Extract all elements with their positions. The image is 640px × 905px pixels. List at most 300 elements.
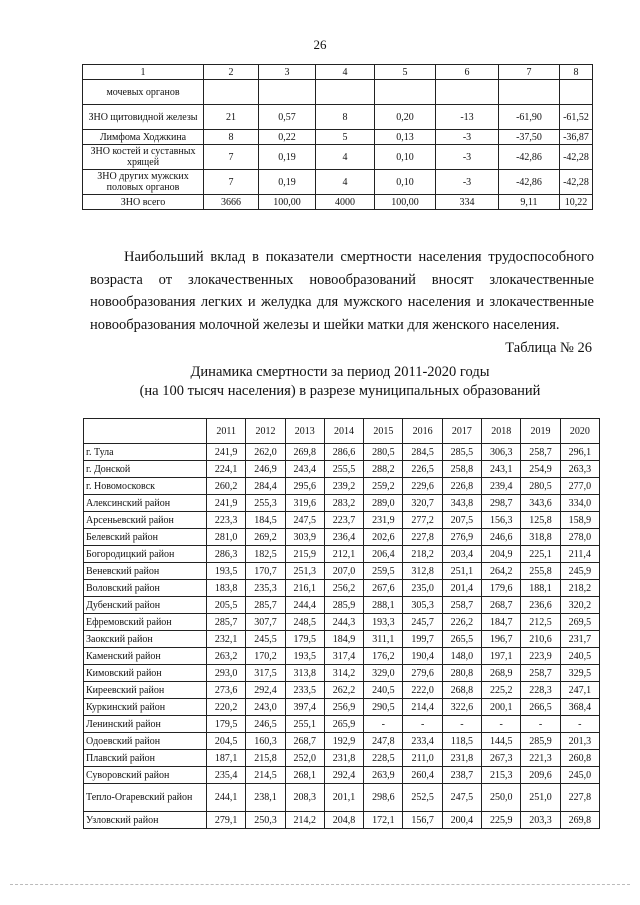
header-cell: 2 <box>204 65 259 80</box>
row-label-cell: ЗНО других мужских половых органов <box>83 170 204 195</box>
value-cell: 214,5 <box>246 767 285 784</box>
value-cell: 256,2 <box>324 580 363 597</box>
value-cell <box>436 80 499 105</box>
value-cell: 252,5 <box>403 784 442 812</box>
value-cell: 238,1 <box>246 784 285 812</box>
municipality-name-cell: Заокский район <box>84 631 207 648</box>
value-cell: 247,5 <box>285 512 324 529</box>
value-cell: 293,0 <box>207 665 246 682</box>
value-cell: 100,00 <box>375 195 436 210</box>
value-cell: 148,0 <box>442 648 481 665</box>
value-cell: 8 <box>204 130 259 145</box>
table-row <box>83 195 593 210</box>
value-cell: 3666 <box>204 195 259 210</box>
value-cell: 193,3 <box>364 614 403 631</box>
table-row <box>84 699 600 716</box>
value-cell: 255,5 <box>324 461 363 478</box>
value-cell: 224,1 <box>207 461 246 478</box>
table-row <box>84 716 600 733</box>
value-cell: -13 <box>436 105 499 130</box>
value-cell: 258,8 <box>442 461 481 478</box>
value-cell: 4 <box>316 145 375 170</box>
table-row <box>84 648 600 665</box>
value-cell: - <box>560 716 599 733</box>
value-cell: 263,2 <box>207 648 246 665</box>
header-cell: 5 <box>375 65 436 80</box>
value-cell: 156,7 <box>403 812 442 829</box>
value-cell: 179,6 <box>482 580 521 597</box>
value-cell: 259,5 <box>364 563 403 580</box>
value-cell: 160,3 <box>246 733 285 750</box>
table-row <box>84 767 600 784</box>
value-cell: 184,5 <box>246 512 285 529</box>
value-cell: 273,6 <box>207 682 246 699</box>
value-cell: 334,0 <box>560 495 599 512</box>
value-cell: 295,6 <box>285 478 324 495</box>
value-cell: 212,5 <box>521 614 560 631</box>
value-cell: 265,5 <box>442 631 481 648</box>
value-cell: 246,5 <box>246 716 285 733</box>
value-cell: 243,0 <box>246 699 285 716</box>
value-cell: 288,1 <box>364 597 403 614</box>
municipality-name-cell: Каменский район <box>84 648 207 665</box>
value-cell: 0,20 <box>375 105 436 130</box>
value-cell: 221,3 <box>521 750 560 767</box>
value-cell: 144,5 <box>482 733 521 750</box>
value-cell: 248,5 <box>285 614 324 631</box>
value-cell: 0,57 <box>259 105 316 130</box>
value-cell: 10,22 <box>560 195 593 210</box>
value-cell: 203,4 <box>442 546 481 563</box>
value-cell: 258,7 <box>442 597 481 614</box>
value-cell: 212,1 <box>324 546 363 563</box>
value-cell: 244,1 <box>207 784 246 812</box>
value-cell: 232,1 <box>207 631 246 648</box>
value-cell: 227,8 <box>403 529 442 546</box>
value-cell: 235,4 <box>207 767 246 784</box>
value-cell: 7 <box>204 145 259 170</box>
value-cell: 286,6 <box>324 444 363 461</box>
value-cell: - <box>442 716 481 733</box>
value-cell: 298,6 <box>364 784 403 812</box>
value-cell: 209,6 <box>521 767 560 784</box>
value-cell: 100,00 <box>259 195 316 210</box>
value-cell: 255,3 <box>246 495 285 512</box>
table-row <box>83 80 593 105</box>
value-cell: 329,5 <box>560 665 599 682</box>
value-cell: 285,9 <box>521 733 560 750</box>
value-cell: 260,8 <box>560 750 599 767</box>
value-cell: 281,0 <box>207 529 246 546</box>
value-cell: 0,10 <box>375 170 436 195</box>
value-cell: -3 <box>436 170 499 195</box>
value-cell: 179,5 <box>207 716 246 733</box>
value-cell: 268,9 <box>482 665 521 682</box>
value-cell: 240,5 <box>364 682 403 699</box>
header-cell: 8 <box>560 65 593 80</box>
value-cell: 190,4 <box>403 648 442 665</box>
value-cell: 246,9 <box>246 461 285 478</box>
value-cell: 125,8 <box>521 512 560 529</box>
municipality-name-cell: Ленинский район <box>84 716 207 733</box>
value-cell: 182,5 <box>246 546 285 563</box>
value-cell: 305,3 <box>403 597 442 614</box>
value-cell: 9,11 <box>499 195 560 210</box>
value-cell: 0,19 <box>259 170 316 195</box>
value-cell: 285,5 <box>442 444 481 461</box>
value-cell: 208,3 <box>285 784 324 812</box>
value-cell: 269,5 <box>560 614 599 631</box>
value-cell: 183,8 <box>207 580 246 597</box>
value-cell: 254,9 <box>521 461 560 478</box>
table-row <box>84 495 600 512</box>
value-cell: -42,86 <box>499 145 560 170</box>
table-row <box>84 614 600 631</box>
value-cell: 188,1 <box>521 580 560 597</box>
cancer-mortality-table <box>82 64 593 210</box>
municipality-name-cell: г. Донской <box>84 461 207 478</box>
value-cell: 317,5 <box>246 665 285 682</box>
row-label-cell: Лимфома Ходжкина <box>83 130 204 145</box>
header-cell: 6 <box>436 65 499 80</box>
value-cell: 247,5 <box>442 784 481 812</box>
value-cell: 244,4 <box>285 597 324 614</box>
value-cell: 268,7 <box>482 597 521 614</box>
value-cell: 228,5 <box>364 750 403 767</box>
value-cell: 192,9 <box>324 733 363 750</box>
value-cell: 255,8 <box>521 563 560 580</box>
value-cell: 193,5 <box>207 563 246 580</box>
table-row <box>84 563 600 580</box>
value-cell: 201,3 <box>560 733 599 750</box>
table-number: Таблица № 26 <box>505 340 592 356</box>
municipality-name-cell: Дубенский район <box>84 597 207 614</box>
value-cell: 207,5 <box>442 512 481 529</box>
value-cell: 203,3 <box>521 812 560 829</box>
table-title <box>80 363 600 401</box>
table-row <box>84 631 600 648</box>
table-row <box>84 444 600 461</box>
value-cell: 197,1 <box>482 648 521 665</box>
table-row <box>83 145 593 170</box>
value-cell: 264,2 <box>482 563 521 580</box>
municipality-name-cell: Плавский район <box>84 750 207 767</box>
value-cell: 204,8 <box>324 812 363 829</box>
table-row <box>84 784 600 812</box>
table-row <box>84 461 600 478</box>
value-cell: 210,6 <box>521 631 560 648</box>
value-cell: 278,0 <box>560 529 599 546</box>
header-cell: 7 <box>499 65 560 80</box>
value-cell: -3 <box>436 145 499 170</box>
value-cell: 280,8 <box>442 665 481 682</box>
value-cell: 263,9 <box>364 767 403 784</box>
municipality-name-cell: Алексинский район <box>84 495 207 512</box>
value-cell: 267,3 <box>482 750 521 767</box>
municipality-name-cell: Тепло-Огаревский район <box>84 784 207 812</box>
value-cell: 223,9 <box>521 648 560 665</box>
table-row <box>84 512 600 529</box>
value-cell: 334 <box>436 195 499 210</box>
value-cell: 202,6 <box>364 529 403 546</box>
value-cell: 201,4 <box>442 580 481 597</box>
municipality-name-cell: Богородицкий район <box>84 546 207 563</box>
value-cell: 225,1 <box>521 546 560 563</box>
value-cell: 288,2 <box>364 461 403 478</box>
value-cell: -3 <box>436 130 499 145</box>
row-label-cell: ЗНО костей и суставных хрящей <box>83 145 204 170</box>
value-cell <box>375 80 436 105</box>
value-cell: 226,8 <box>442 478 481 495</box>
municipality-name-cell: Ефремовский район <box>84 614 207 631</box>
year-header-cell: 2012 <box>246 419 285 444</box>
value-cell: 343,8 <box>442 495 481 512</box>
value-cell: 231,9 <box>364 512 403 529</box>
value-cell: 211,4 <box>560 546 599 563</box>
years-header-row <box>84 419 600 444</box>
municipality-name-cell: г. Тула <box>84 444 207 461</box>
value-cell: 235,0 <box>403 580 442 597</box>
value-cell: 227,8 <box>560 784 599 812</box>
value-cell: 233,5 <box>285 682 324 699</box>
value-cell: -61,90 <box>499 105 560 130</box>
municipality-name-cell: Веневский район <box>84 563 207 580</box>
year-header-cell: 2015 <box>364 419 403 444</box>
value-cell: 285,9 <box>324 597 363 614</box>
value-cell: 262,0 <box>246 444 285 461</box>
table-row <box>84 750 600 767</box>
table-row <box>84 580 600 597</box>
value-cell: 156,3 <box>482 512 521 529</box>
municipality-name-cell: Белевский район <box>84 529 207 546</box>
year-header-cell: 2016 <box>403 419 442 444</box>
table-row <box>83 105 593 130</box>
value-cell <box>560 80 593 105</box>
value-cell: 226,2 <box>442 614 481 631</box>
value-cell: - <box>521 716 560 733</box>
table-row <box>84 478 600 495</box>
value-cell: 172,1 <box>364 812 403 829</box>
value-cell: 244,3 <box>324 614 363 631</box>
value-cell: 250,3 <box>246 812 285 829</box>
value-cell: 0,22 <box>259 130 316 145</box>
value-cell: 187,1 <box>207 750 246 767</box>
value-cell: 218,2 <box>560 580 599 597</box>
value-cell: 200,1 <box>482 699 521 716</box>
value-cell: 245,0 <box>560 767 599 784</box>
value-cell: -42,86 <box>499 170 560 195</box>
value-cell: 225,9 <box>482 812 521 829</box>
value-cell: 231,8 <box>324 750 363 767</box>
value-cell: 170,2 <box>246 648 285 665</box>
value-cell: 266,5 <box>521 699 560 716</box>
table-row <box>83 170 593 195</box>
summary-paragraph: Наибольший вклад в показатели смертности населения трудоспособного возраста от злокачественных новообразований вносят злокачественные новообразования легких и желудка для мужского населения и злокачественные новообразования молочной железы и шейки матки для женского населения. <box>90 249 594 333</box>
value-cell <box>316 80 375 105</box>
value-cell: 235,3 <box>246 580 285 597</box>
value-cell: 280,5 <box>364 444 403 461</box>
value-cell: 292,4 <box>324 767 363 784</box>
value-cell: 259,2 <box>364 478 403 495</box>
row-label-cell: ЗНО всего <box>83 195 204 210</box>
value-cell: 276,9 <box>442 529 481 546</box>
header-cell: 4 <box>316 65 375 80</box>
value-cell: 229,6 <box>403 478 442 495</box>
value-cell: 5 <box>316 130 375 145</box>
value-cell: 284,5 <box>403 444 442 461</box>
value-cell: 207,0 <box>324 563 363 580</box>
value-cell: 246,6 <box>482 529 521 546</box>
municipality-name-cell: Узловский район <box>84 812 207 829</box>
value-cell: 290,5 <box>364 699 403 716</box>
value-cell: 247,8 <box>364 733 403 750</box>
municipality-name-cell: Арсеньевский район <box>84 512 207 529</box>
value-cell: 312,8 <box>403 563 442 580</box>
table-row <box>84 733 600 750</box>
table-row <box>84 812 600 829</box>
value-cell: 268,8 <box>442 682 481 699</box>
value-cell: 303,9 <box>285 529 324 546</box>
value-cell: 318,8 <box>521 529 560 546</box>
row-label-cell: ЗНО щитовидной железы <box>83 105 204 130</box>
value-cell: -61,52 <box>560 105 593 130</box>
value-cell: 8 <box>316 105 375 130</box>
value-cell: 286,3 <box>207 546 246 563</box>
value-cell: 307,7 <box>246 614 285 631</box>
value-cell: 267,6 <box>364 580 403 597</box>
value-cell: 239,2 <box>324 478 363 495</box>
value-cell: 313,8 <box>285 665 324 682</box>
value-cell: 179,5 <box>285 631 324 648</box>
value-cell: 260,4 <box>403 767 442 784</box>
value-cell: 260,2 <box>207 478 246 495</box>
value-cell: 251,0 <box>521 784 560 812</box>
value-cell: 222,0 <box>403 682 442 699</box>
value-cell: 314,2 <box>324 665 363 682</box>
value-cell: - <box>364 716 403 733</box>
value-cell <box>499 80 560 105</box>
value-cell: 283,2 <box>324 495 363 512</box>
value-cell: 0,13 <box>375 130 436 145</box>
row-label-cell: мочевых органов <box>83 80 204 105</box>
value-cell: 268,1 <box>285 767 324 784</box>
value-cell: 223,7 <box>324 512 363 529</box>
value-cell: 200,4 <box>442 812 481 829</box>
value-cell: 268,7 <box>285 733 324 750</box>
value-cell: -36,87 <box>560 130 593 145</box>
value-cell: 239,4 <box>482 478 521 495</box>
value-cell: 322,6 <box>442 699 481 716</box>
value-cell: 218,2 <box>403 546 442 563</box>
value-cell: 279,6 <box>403 665 442 682</box>
value-cell: 329,0 <box>364 665 403 682</box>
table-row <box>84 529 600 546</box>
value-cell: 265,9 <box>324 716 363 733</box>
value-cell: 216,1 <box>285 580 324 597</box>
value-cell: 263,3 <box>560 461 599 478</box>
value-cell: 397,4 <box>285 699 324 716</box>
value-cell: 251,1 <box>442 563 481 580</box>
value-cell: 211,0 <box>403 750 442 767</box>
value-cell: 238,7 <box>442 767 481 784</box>
value-cell: - <box>482 716 521 733</box>
value-cell: 21 <box>204 105 259 130</box>
value-cell: 184,9 <box>324 631 363 648</box>
municipality-name-cell: Куркинский район <box>84 699 207 716</box>
value-cell: 158,9 <box>560 512 599 529</box>
table-row <box>84 682 600 699</box>
value-cell: 269,8 <box>560 812 599 829</box>
value-cell: 233,4 <box>403 733 442 750</box>
value-cell: 258,7 <box>521 444 560 461</box>
value-cell <box>204 80 259 105</box>
value-cell: 193,5 <box>285 648 324 665</box>
value-cell: 250,0 <box>482 784 521 812</box>
value-cell: 206,4 <box>364 546 403 563</box>
value-cell: 201,1 <box>324 784 363 812</box>
municipality-name-cell: Одоевский район <box>84 733 207 750</box>
value-cell: 199,7 <box>403 631 442 648</box>
corner-cell <box>84 419 207 444</box>
value-cell: 184,7 <box>482 614 521 631</box>
value-cell: 251,3 <box>285 563 324 580</box>
value-cell: 284,4 <box>246 478 285 495</box>
value-cell: 258,7 <box>521 665 560 682</box>
value-cell: 7 <box>204 170 259 195</box>
value-cell: 255,1 <box>285 716 324 733</box>
page-bottom-edge <box>10 884 630 885</box>
value-cell: 269,8 <box>285 444 324 461</box>
value-cell: 285,7 <box>246 597 285 614</box>
value-cell: 215,9 <box>285 546 324 563</box>
value-cell: 320,2 <box>560 597 599 614</box>
value-cell: 220,2 <box>207 699 246 716</box>
value-cell: 262,2 <box>324 682 363 699</box>
municipality-name-cell: Суворовский район <box>84 767 207 784</box>
year-header-cell: 2020 <box>560 419 599 444</box>
value-cell: 214,2 <box>285 812 324 829</box>
value-cell: 243,1 <box>482 461 521 478</box>
value-cell: 214,4 <box>403 699 442 716</box>
value-cell: 279,1 <box>207 812 246 829</box>
table-row <box>83 130 593 145</box>
value-cell: - <box>403 716 442 733</box>
value-cell: -37,50 <box>499 130 560 145</box>
value-cell: 231,7 <box>560 631 599 648</box>
value-cell: 231,8 <box>442 750 481 767</box>
value-cell: 289,0 <box>364 495 403 512</box>
value-cell: -42,28 <box>560 145 593 170</box>
header-cell: 3 <box>259 65 316 80</box>
year-header-cell: 2018 <box>482 419 521 444</box>
value-cell: 241,9 <box>207 495 246 512</box>
value-cell: 0,19 <box>259 145 316 170</box>
value-cell: 277,2 <box>403 512 442 529</box>
value-cell: 296,1 <box>560 444 599 461</box>
value-cell: 240,5 <box>560 648 599 665</box>
value-cell: 226,5 <box>403 461 442 478</box>
value-cell: 236,4 <box>324 529 363 546</box>
value-cell: 292,4 <box>246 682 285 699</box>
value-cell: -42,28 <box>560 170 593 195</box>
municipality-name-cell: г. Новомосковск <box>84 478 207 495</box>
value-cell: 285,7 <box>207 614 246 631</box>
municipality-name-cell: Кимовский район <box>84 665 207 682</box>
table-header-row <box>83 65 593 80</box>
mortality-dynamics-table <box>83 418 600 829</box>
value-cell: 223,3 <box>207 512 246 529</box>
year-header-cell: 2013 <box>285 419 324 444</box>
